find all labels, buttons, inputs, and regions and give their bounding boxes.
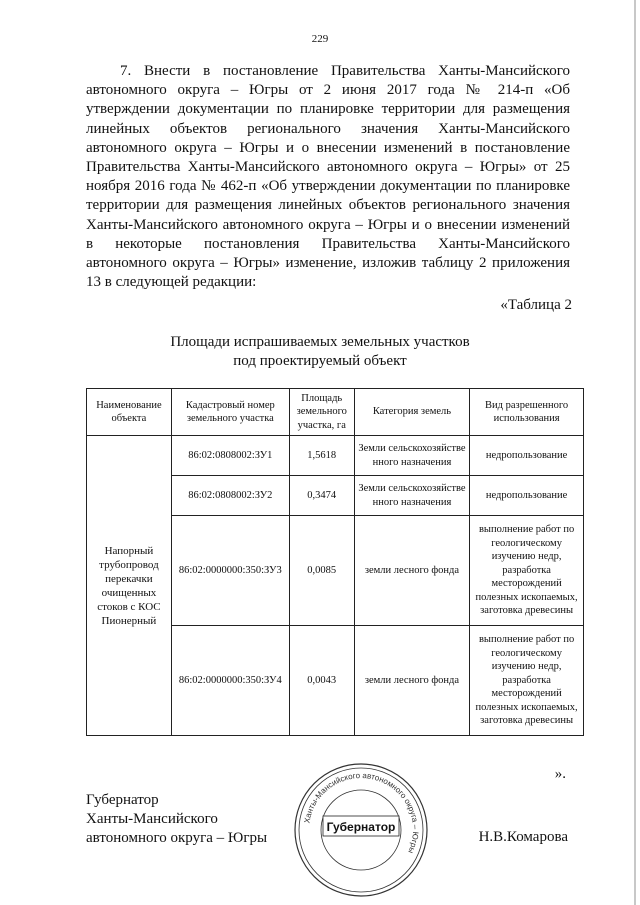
amendment-paragraph: 7. Внести в постановление Правительства Ханты-Мансийского автономного округа – Югры от 2 июня 2017 года № 214-п «Об утверждении документации по планировке территории для размещения линейных объектов регионального значения Ханты-Мансийского автономного округа – Югры и о внесении изменений в постановление Правительства Ханты-Мансийского автономного округа – Югры» от 25 ноября 2016 года № 462-п «Об утверждении документации по планировке территории для размещения линейных объектов регионального значения Ханты-Мансийского автономного округа – Югры и о внесении изменений в некоторые постановления Правительства Ханты-Мансийского автономного округа – Югры» изменение, изложив таблицу 2 приложения 13 в следующей редакции:: [86, 63, 570, 291]
use-cell: недропользование: [470, 476, 584, 516]
header-cell: Вид разрешенного использования: [470, 389, 584, 436]
page-edge: [634, 0, 636, 905]
land-plots-table: [86, 388, 584, 736]
cadastral-cell: 86:02:0000000:350:ЗУ3: [171, 516, 289, 626]
object-name-cell: Напорный трубопровод перекачки очищенных стоков с КОС Пионерный: [87, 436, 172, 736]
category-cell: Земли сельскохозяйственного назначения: [354, 436, 469, 476]
signatory-title: [86, 791, 267, 848]
use-cell: выполнение работ по геологическому изучению недр, разработка месторождений полезных ископаемых, заготовка древесины: [470, 516, 584, 626]
area-cell: 0,3474: [289, 476, 354, 516]
closing-quote: ».: [554, 766, 566, 782]
seal-ring-text: Ханты-Мансийского автономного округа – Югры: [302, 770, 421, 855]
category-cell: земли лесного фонда: [354, 626, 469, 736]
area-cell: 0,0043: [289, 626, 354, 736]
category-cell: Земли сельскохозяйственного назначения: [354, 476, 469, 516]
use-cell: выполнение работ по геологическому изучению недр, разработка месторождений полезных ископаемых, заготовка древесины: [470, 626, 584, 736]
cadastral-cell: 86:02:0808002:ЗУ2: [171, 476, 289, 516]
cadastral-cell: 86:02:0000000:350:ЗУ4: [171, 626, 289, 736]
category-cell: земли лесного фонда: [354, 516, 469, 626]
signatory-line1: Губернатор: [86, 792, 159, 808]
use-cell: недропользование: [470, 436, 584, 476]
table-title-line2: под проектируемый объект: [233, 353, 407, 369]
table-title-line1: Площади испрашиваемых земельных участков: [170, 334, 470, 350]
page-number: 229: [311, 33, 329, 45]
cadastral-cell: 86:02:0808002:ЗУ1: [171, 436, 289, 476]
header-cell: Кадастровый номер земельного участка: [171, 389, 289, 436]
signatory-line2: Ханты-Мансийского: [86, 811, 218, 827]
signatory-name: Н.В.Комарова: [478, 829, 568, 845]
area-cell: 0,0085: [289, 516, 354, 626]
seal-center-text: Губернатор: [326, 820, 396, 834]
header-cell: Наименование объекта: [87, 389, 172, 436]
table-row: [87, 436, 584, 476]
header-cell: Категория земель: [354, 389, 469, 436]
signatory-line3: автономного округа – Югры: [86, 830, 268, 846]
table-label: «Таблица 2: [500, 297, 572, 313]
governor-seal: [291, 760, 431, 900]
table-header-row: [87, 389, 584, 436]
header-cell: Площадь земельного участка, га: [289, 389, 354, 436]
area-cell: 1,5618: [289, 436, 354, 476]
